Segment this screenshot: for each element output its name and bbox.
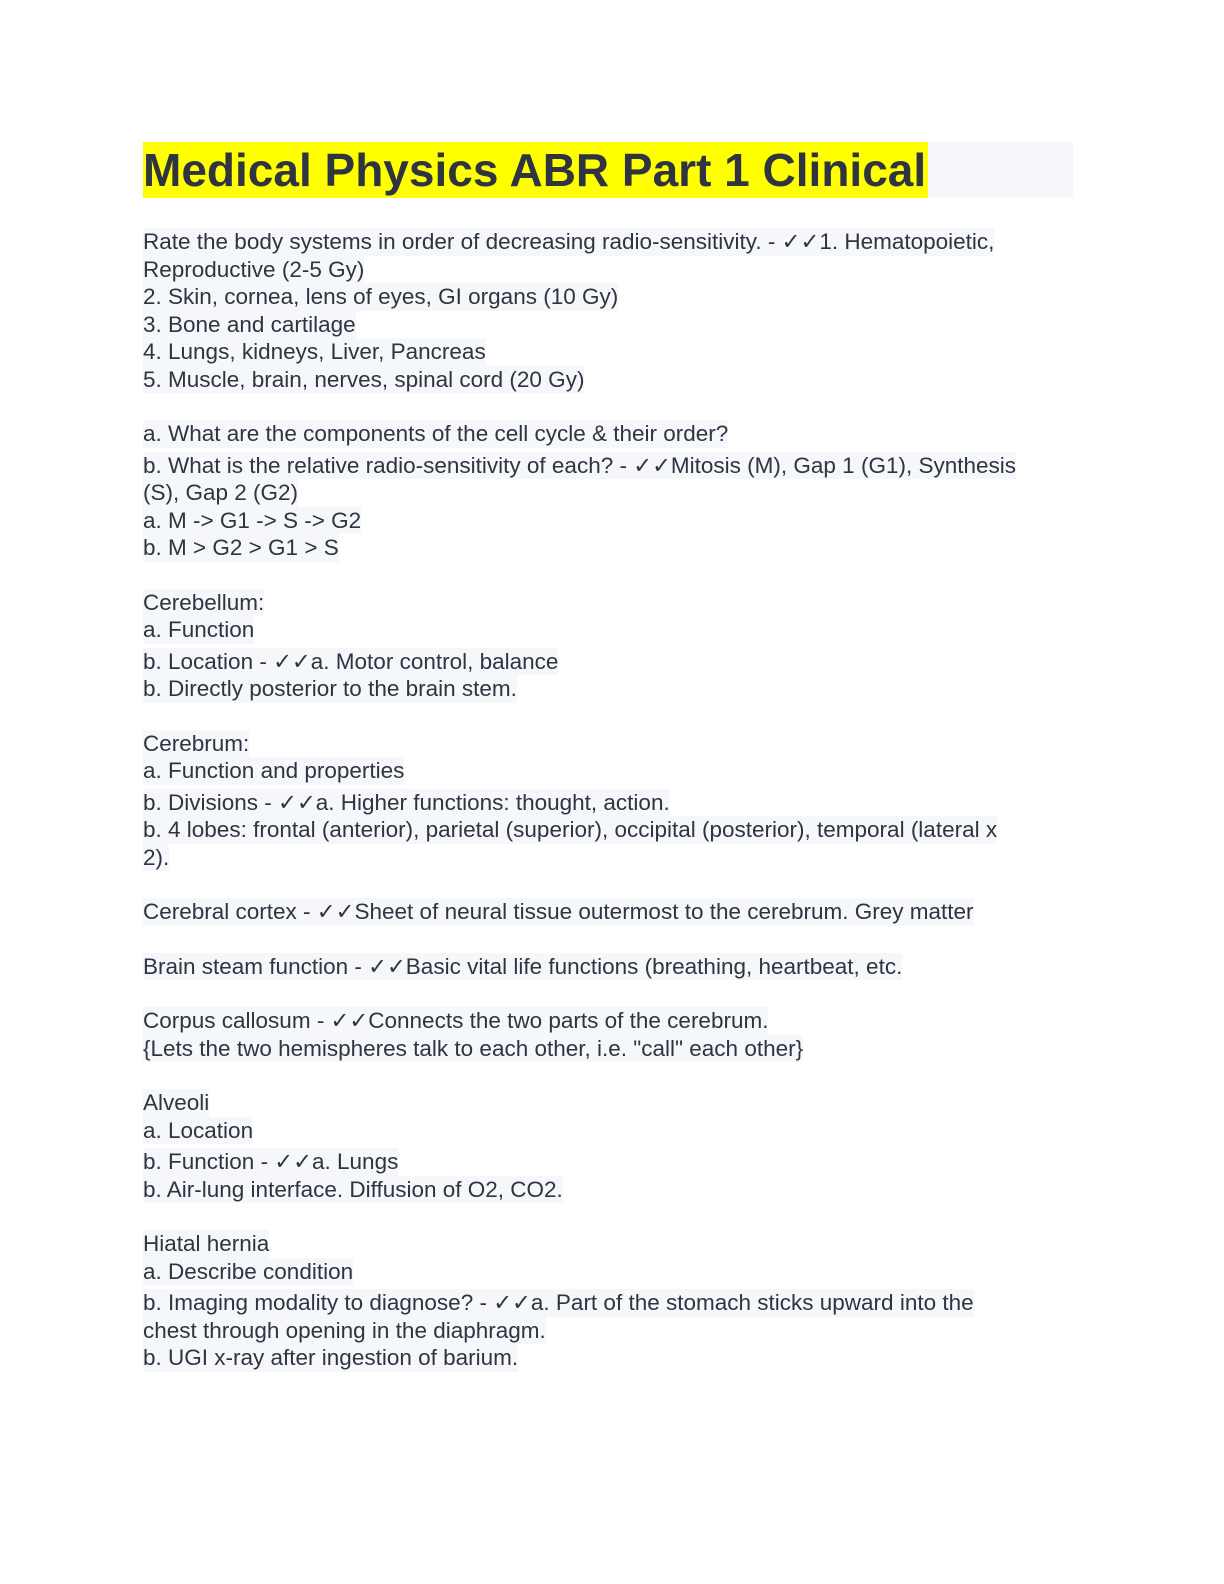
page-title: Medical Physics ABR Part 1 Clinical xyxy=(143,144,927,196)
card-line: 5. Muscle, brain, nerves, spinal cord (20 Gy) xyxy=(143,366,585,392)
card-line: b. What is the relative radio-sensitivity of each? - ✓✓Mitosis (M), Gap 1 (G1), Synthesis xyxy=(143,452,1016,478)
card-line: 2. Skin, cornea, lens of eyes, GI organs (10 Gy) xyxy=(143,284,619,309)
card-line: 3. Bone and cartilage xyxy=(143,311,356,337)
card-line: Cerebellum: xyxy=(143,589,265,615)
card-line: b. Function - ✓✓a. Lungs xyxy=(143,1149,399,1174)
card-line: a. Location xyxy=(143,1117,254,1143)
card-spacer xyxy=(143,1062,1073,1089)
card-spacer xyxy=(143,703,1073,730)
card-line: 4. Lungs, kidneys, Liver, Pancreas xyxy=(143,339,486,364)
card-spacer xyxy=(143,1203,1073,1230)
card-line: 2). xyxy=(143,844,170,870)
card-spacer xyxy=(143,393,1073,420)
flashcard xyxy=(143,1089,1073,1203)
card-spacer xyxy=(143,871,1073,898)
card-line: Hiatal hernia xyxy=(143,1231,270,1256)
card-line: chest through opening in the diaphragm. xyxy=(143,1317,546,1343)
card-line: a. Function xyxy=(143,617,255,642)
card-line: a. Describe condition xyxy=(143,1258,354,1284)
card-line: a. What are the components of the cell cycle & their order? xyxy=(143,421,729,446)
card-line: b. 4 lobes: frontal (anterior), parietal (superior), occipital (posterior), temporal (lateral x xyxy=(143,817,998,842)
flashcard xyxy=(143,953,1073,981)
card-line: b. Location - ✓✓a. Motor control, balance xyxy=(143,648,559,674)
flashcard xyxy=(143,730,1073,872)
card-line: Reproductive (2-5 Gy) xyxy=(143,256,365,282)
card-spacer xyxy=(143,926,1073,953)
card-line: b. Divisions - ✓✓a. Higher functions: thought, action. xyxy=(143,789,670,815)
card-line: b. Imaging modality to diagnose? - ✓✓a. Part of the stomach sticks upward into the xyxy=(143,1290,974,1315)
flashcard xyxy=(143,1007,1073,1062)
flashcard xyxy=(143,898,1073,926)
card-line: Brain steam function - ✓✓Basic vital life functions (breathing, heartbeat, etc. xyxy=(143,953,903,979)
card-spacer xyxy=(143,980,1073,1007)
card-line: b. UGI x-ray after ingestion of barium. xyxy=(143,1345,519,1370)
card-line: b. Air-lung interface. Diffusion of O2, CO2. xyxy=(143,1176,563,1202)
card-line: (S), Gap 2 (G2) xyxy=(143,480,299,505)
flashcard xyxy=(143,1230,1073,1372)
card-line: Cerebral cortex - ✓✓Sheet of neural tissue outermost to the cerebrum. Grey matter xyxy=(143,899,974,924)
card-line: a. M -> G1 -> S -> G2 xyxy=(143,507,362,533)
flashcard xyxy=(143,228,1073,393)
card-line: Rate the body systems in order of decreasing radio-sensitivity. - ✓✓1. Hematopoietic, xyxy=(143,229,995,254)
card-line: Alveoli xyxy=(143,1090,210,1115)
card-line: a. Function and properties xyxy=(143,758,405,783)
card-line: b. Directly posterior to the brain stem. xyxy=(143,676,517,701)
card-spacer xyxy=(143,562,1073,589)
flashcard-list xyxy=(143,228,1073,1372)
flashcard xyxy=(143,589,1073,703)
card-line: Cerebrum: xyxy=(143,730,250,756)
card-line: b. M > G2 > G1 > S xyxy=(143,535,339,560)
card-line: Corpus callosum - ✓✓Connects the two parts of the cerebrum. xyxy=(143,1008,769,1033)
card-line: {Lets the two hemispheres talk to each other, i.e. "call" each other} xyxy=(143,1035,804,1061)
flashcard xyxy=(143,420,1073,562)
